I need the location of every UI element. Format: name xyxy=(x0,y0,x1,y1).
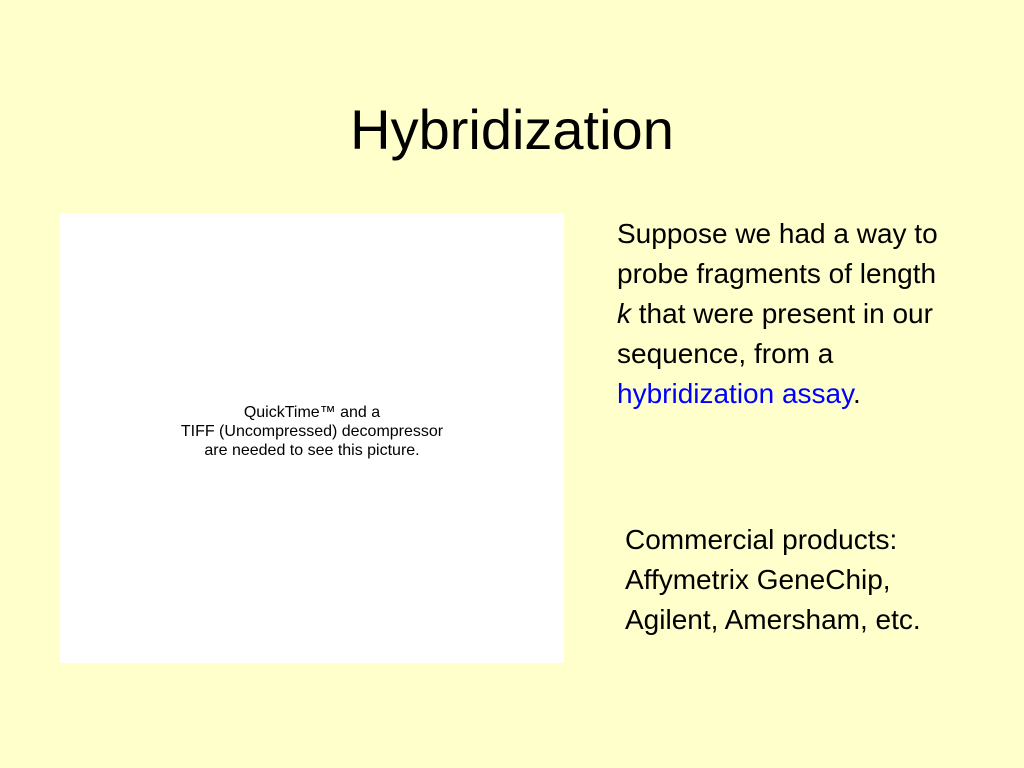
paragraph-probe-text-start: Suppose we had a way to probe fragments of length xyxy=(617,218,938,289)
image-placeholder xyxy=(60,213,564,663)
variable-k: k xyxy=(617,298,631,329)
hybridization-assay-link[interactable]: hybridization assay xyxy=(617,378,854,409)
placeholder-line-1: QuickTime™ and a xyxy=(243,404,381,421)
paragraph-probe-text-end: . xyxy=(853,378,861,409)
paragraph-commercial-products: Commercial products: Affymetrix GeneChip, Agilent, Amersham, etc. xyxy=(625,524,921,635)
paragraph-probe xyxy=(617,214,957,414)
placeholder-line-3: are needed to see this picture. xyxy=(204,442,420,459)
paragraph-probe-text-middle: that were present in our sequence, from a xyxy=(617,298,933,369)
placeholder-message xyxy=(60,403,564,460)
placeholder-line-2: TIFF (Uncompressed) decompressor xyxy=(180,423,444,440)
slide-title: Hybridization xyxy=(350,98,674,161)
